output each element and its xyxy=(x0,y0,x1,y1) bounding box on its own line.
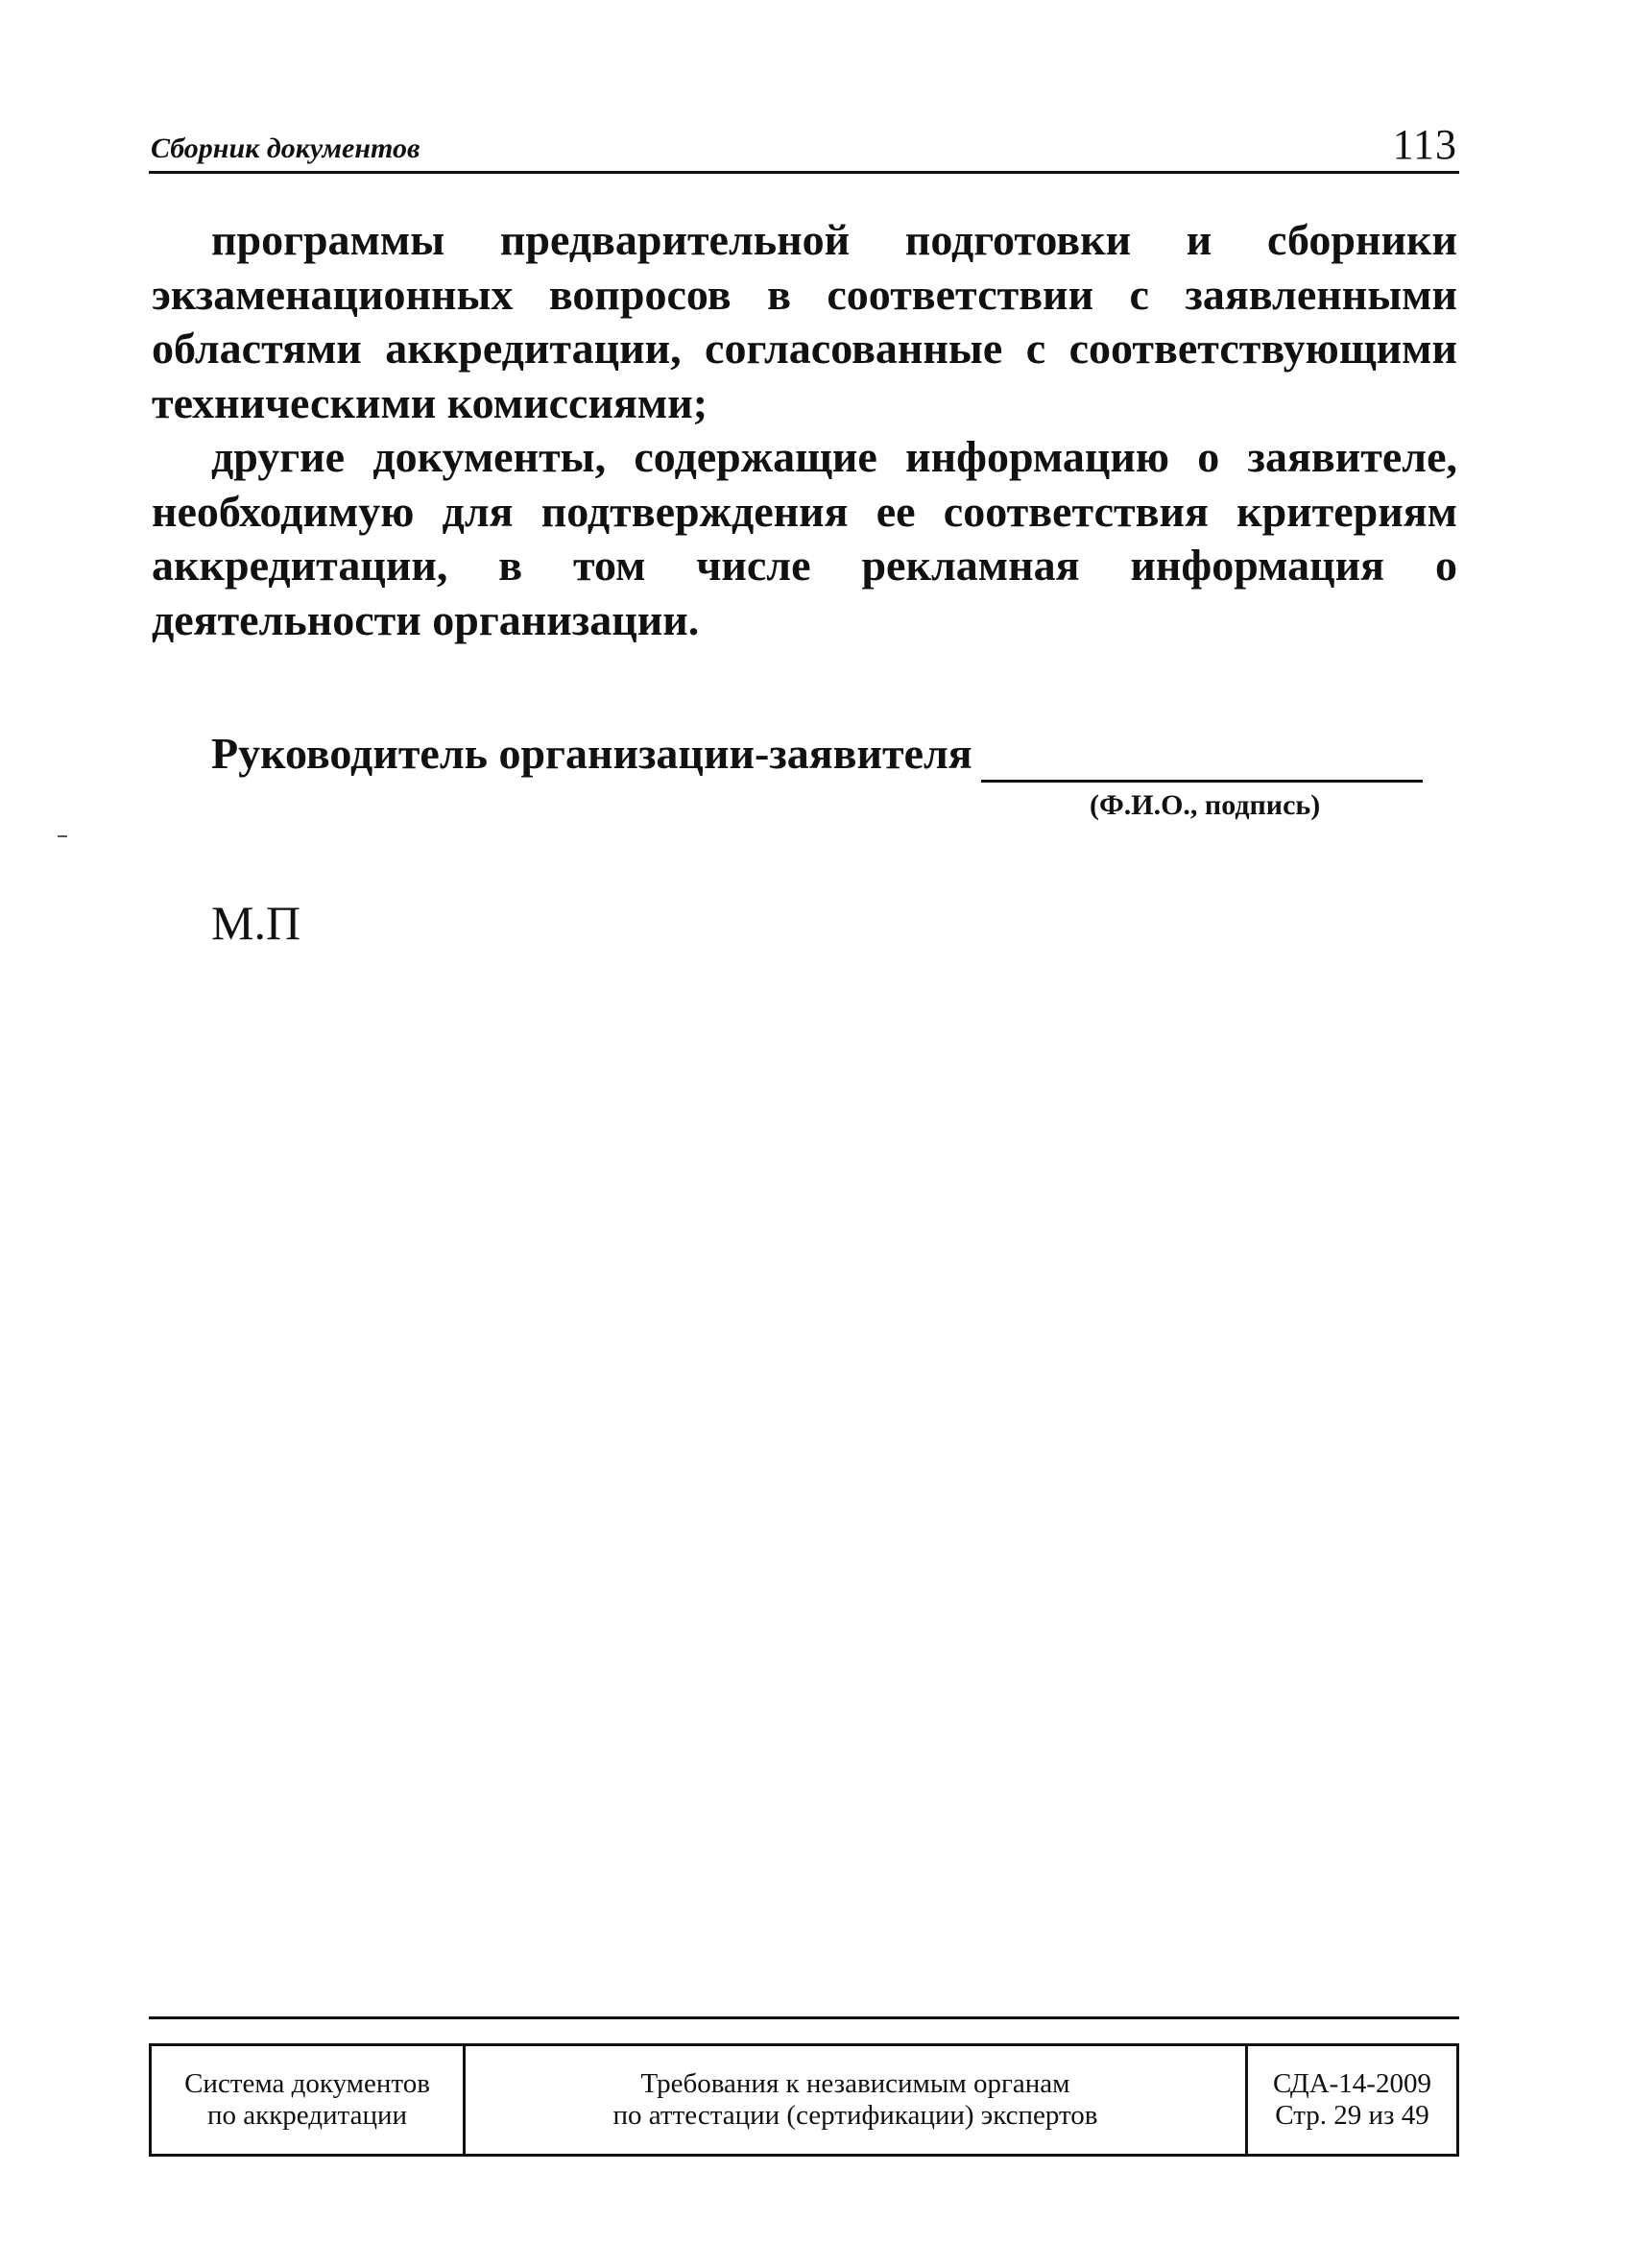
signature-row xyxy=(211,728,1459,785)
stamp-placeholder: М.П xyxy=(211,896,301,950)
page-number: 113 xyxy=(1392,121,1457,168)
footer-system-line-1: Система документов xyxy=(184,2068,430,2099)
margin-mark xyxy=(58,835,67,837)
paragraph-exam-programs: программы предварительной подготовки и сборники экзаменационных вопросов в соответствии с заявленными областями аккредитации, согласованные с соответствующими техническими комиссиями; xyxy=(152,215,1457,427)
signature-label: Руководитель организации-заявителя xyxy=(211,729,972,778)
footer-title-line-2: по аттестации (сертификации) экспертов xyxy=(612,2100,1098,2131)
signature-line xyxy=(981,780,1423,783)
footer-table xyxy=(149,2043,1459,2157)
signature-caption: (Ф.И.О., подпись) xyxy=(1090,789,1321,821)
footer-title-line-1: Требования к независимым органам xyxy=(640,2068,1070,2099)
page-header xyxy=(149,123,1459,174)
footer-document-code: СДА-14-2009 xyxy=(1273,2068,1431,2099)
footer-rule xyxy=(149,2016,1459,2019)
footer-page-count: Стр. 29 из 49 xyxy=(1275,2100,1429,2131)
body-text xyxy=(152,213,1457,647)
footer-document-title-cell xyxy=(466,2046,1248,2154)
footer-system-cell xyxy=(152,2046,466,2154)
paragraph-other-documents: другие документы, содержащие информацию о заявителе, необходимую для подтверждения ее соответствия критериям аккредитации, в том числе рекламная информация о деятельности организации. xyxy=(152,432,1457,644)
footer-code-cell xyxy=(1248,2046,1456,2154)
footer-system-line-2: по аккредитации xyxy=(206,2100,408,2131)
header-title: Сборник документов xyxy=(151,133,420,164)
